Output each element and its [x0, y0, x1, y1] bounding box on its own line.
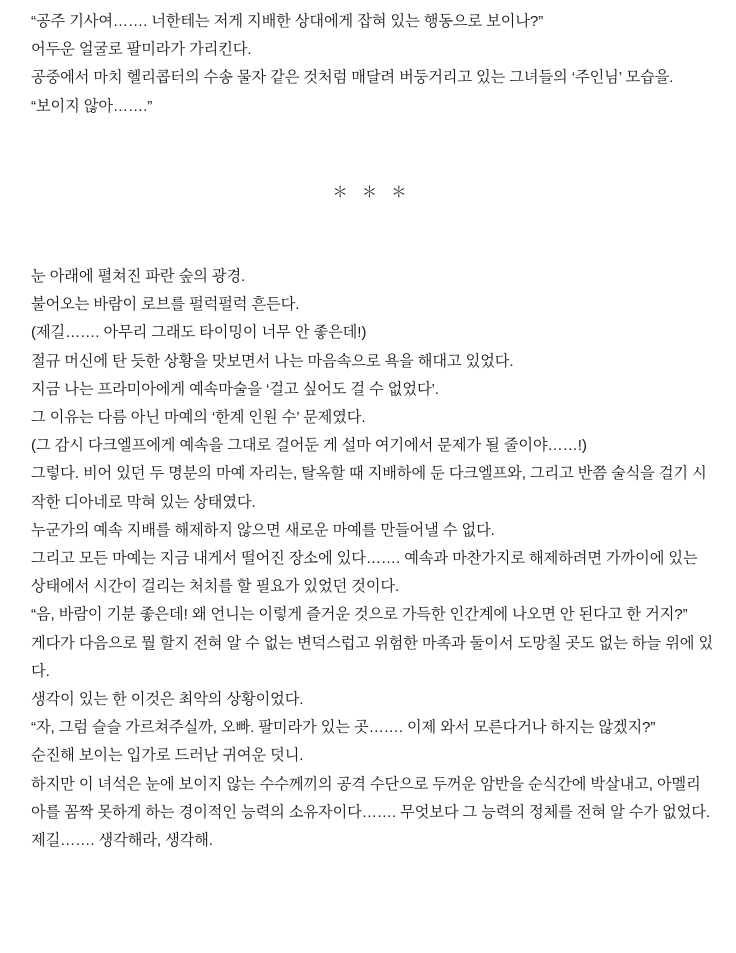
paragraph: 눈 아래에 펼쳐진 파란 숲의 광경.: [31, 268, 246, 286]
paragraph: 하지만 이 녀석은 눈에 보이지 않는 수수께끼의 공격 수단으로 두꺼운 암반을 순식간에 박살내고, 아멜리아를 꼼짝 못하게 하는 경이적인 능력의 소유자이다……. 무엇보다 그 능력의 정체를 전혀 알 수가 없었다.: [31, 775, 710, 821]
paragraph: 지금 나는 프라미아에게 예속마술을 ‘걸고 싶어도 걸 수 없었다’.: [31, 380, 439, 398]
paragraph: (제길……. 아무리 그래도 타이밍이 너무 안 좋은데!): [31, 324, 367, 342]
paragraph: “보이지 않아…….”: [31, 97, 153, 115]
paragraph: 공중에서 마치 헬리콥터의 수송 물자 같은 것처럼 매달려 버둥거리고 있는 그녀들의 ‘주인님’ 모습을.: [31, 69, 674, 87]
paragraph: (그 감시 다크엘프에게 예속을 그대로 걸어둔 게 설마 여기에서 문제가 될 줄이야……!): [31, 437, 587, 455]
section-gap-lower: [22, 207, 714, 263]
paragraph: 생각이 있는 한 이것은 최악의 상황이었다.: [31, 691, 304, 709]
paragraph: 제길……. 생각해라, 생각해.: [31, 832, 213, 850]
section-two: [22, 263, 714, 855]
section-one: [22, 8, 714, 121]
paragraph: 절규 머신에 탄 듯한 상황을 맛보면서 나는 마음속으로 욕을 해대고 있었다.: [31, 352, 514, 370]
paragraph: “자, 그럼 슬슬 가르쳐주실까, 오빠. 팔미라가 있는 곳……. 이제 와서 모른다거나 하지는 않겠지?”: [31, 719, 656, 737]
paragraph: 순진해 보이는 입가로 드러난 귀여운 덧니.: [31, 747, 304, 765]
paragraph: 그렇다. 비어 있던 두 명분의 마예 자리는, 탈옥할 때 지배하에 둔 다크엘프와, 그리고 반쯤 술식을 걸기 시작한 디아네로 막혀 있는 상태였다.: [31, 465, 707, 511]
paragraph: 누군가의 예속 지배를 해제하지 않으면 새로운 마예를 만들어낼 수 없다.: [31, 521, 495, 539]
paragraph: 그 이유는 다름 아닌 마예의 ‘한계 인원 수’ 문제였다.: [31, 409, 366, 427]
section-gap: [22, 121, 714, 179]
paragraph: 그리고 모든 마예는 지금 내게서 떨어진 장소에 있다……. 예속과 마찬가지로 해제하려면 가까이에 있는 상태에서 시간이 걸리는 처치를 할 필요가 있었던 것이다.: [31, 550, 702, 596]
paragraph: 게다가 다음으로 뭘 할지 전혀 알 수 없는 변덕스럽고 위험한 마족과 둘이서 도망칠 곳도 없는 하늘 위에 있다.: [31, 634, 714, 680]
scene-divider: ＊ ＊ ＊: [332, 183, 412, 201]
paragraph: 불어오는 바람이 로브를 펄럭펄럭 흔든다.: [31, 296, 300, 314]
paragraph: 어두운 얼굴로 팔미라가 가리킨다.: [31, 41, 252, 59]
paragraph: “공주 기사여……. 너한테는 저게 지배한 상대에게 잡혀 있는 행동으로 보이나?”: [31, 13, 544, 30]
paragraph: “음, 바람이 기분 좋은데! 왜 언니는 이렇게 즐거운 것으로 가득한 인간계에 나오면 안 된다고 한 거지?”: [31, 606, 688, 624]
